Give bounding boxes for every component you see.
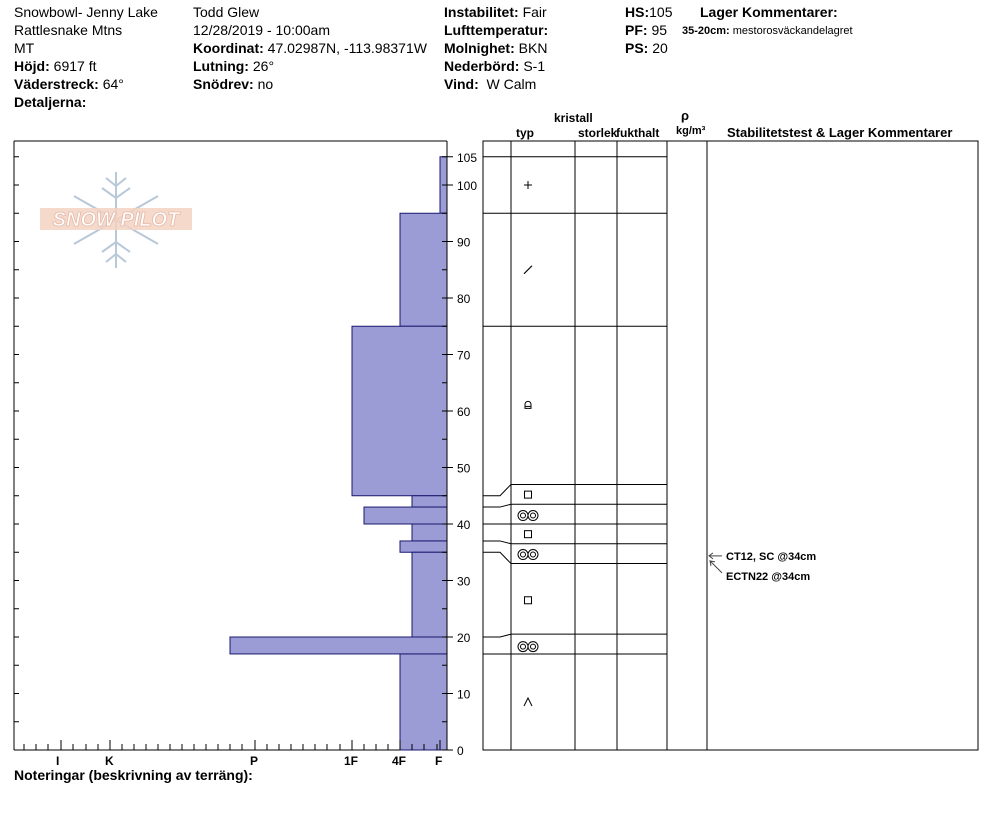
rounded-faceted-symbol: [525, 401, 531, 408]
hardness-bar-9: [400, 654, 447, 750]
melt-freeze-symbol: [528, 550, 538, 560]
hardness-bar-1: [400, 213, 447, 326]
height-tick-label: 30: [457, 574, 471, 589]
ps-value: 20: [652, 40, 668, 56]
col-rho: ρ: [681, 108, 690, 123]
height-tick-label: 0: [457, 744, 464, 758]
height-tick-label: 60: [457, 405, 471, 419]
height-tick-label: 40: [457, 518, 471, 532]
location-line1: Snowbowl- Jenny Lake: [14, 4, 158, 20]
details-label: Detaljerna:: [14, 94, 87, 110]
cloud-value: BKN: [518, 40, 548, 56]
melt-freeze-symbol: [521, 644, 526, 649]
drift-label: Snödrev:: [193, 76, 254, 92]
datetime: 12/28/2019 - 10:00am: [193, 22, 330, 38]
melt-freeze-symbol: [521, 513, 526, 518]
boundary-connector: [483, 484, 511, 495]
location-line2: Rattlesnake Mtns: [14, 22, 123, 38]
hs-label: HS:: [625, 4, 650, 20]
height-tick-label: 20: [457, 631, 471, 645]
hardness-bar-2: [352, 326, 447, 496]
col-kristall: kristall: [554, 111, 593, 125]
stability-test-label: CT12, SC @34cm: [726, 550, 817, 563]
hardness-tick-label: K: [105, 754, 114, 768]
faceted-symbol: [525, 531, 532, 538]
instability-value: Fair: [522, 4, 547, 20]
faceted-symbol: [525, 597, 532, 604]
melt-freeze-symbol: [518, 642, 528, 652]
hardness-bar-8: [230, 637, 447, 654]
melt-freeze-symbol: [518, 550, 528, 560]
height-tick-label: 90: [457, 235, 471, 250]
boundary-connector: [483, 552, 511, 563]
layer-comment-depth: 35-20cm:: [682, 25, 730, 37]
hardness-bar-3: [412, 496, 447, 507]
boundary-connector: [483, 634, 511, 637]
melt-freeze-symbol: [531, 552, 536, 557]
hs-value: 105: [649, 4, 673, 20]
col-stability: Stabilitetstest & Lager Kommentarer: [727, 125, 953, 140]
instability-label: Instabilitet:: [444, 4, 519, 20]
hardness-tick-label: 4F: [392, 754, 407, 768]
hardness-tick-label: P: [250, 754, 259, 768]
col-fukthalt: fukthalt: [616, 126, 660, 140]
layer-comment-text: mestorosväckandelagret: [732, 25, 853, 37]
col-density-unit: kg/m³: [676, 125, 706, 137]
faceted-symbol: [525, 491, 532, 498]
layer-comments-title: Lager Kommentarer:: [700, 4, 838, 20]
height-tick-label: 10: [457, 687, 471, 702]
precip-label: Nederbörd:: [444, 58, 520, 74]
snowpilot-logo-text: SNOW PILOT: [52, 209, 180, 231]
hardness-bar-6: [400, 541, 447, 552]
col-storlek: storlek: [578, 126, 618, 140]
hardness-tick-label: 1F: [344, 754, 359, 768]
ps-label: PS:: [625, 40, 649, 56]
melt-freeze-symbol: [531, 644, 536, 649]
melt-freeze-symbol: [528, 642, 538, 652]
hardness-tick-label: I: [56, 754, 60, 768]
precip-value: S-1: [523, 58, 546, 74]
wind-label: Vind:: [444, 76, 479, 92]
wind-value: W Calm: [486, 76, 537, 92]
height-tick-label: 50: [457, 461, 471, 476]
hardness-tick-label: F: [435, 754, 443, 768]
drift-value: no: [257, 76, 274, 92]
pf-value: 95: [651, 22, 668, 38]
height-tick-label: 80: [457, 292, 471, 306]
decomposing-symbol: [524, 266, 532, 274]
slope-label: Lutning:: [193, 58, 249, 74]
boundary-connector: [483, 504, 511, 507]
notes-label: Noteringar (beskrivning av terräng):: [14, 767, 253, 783]
col-typ: typ: [516, 126, 534, 140]
elevation-value: 6917 ft: [53, 58, 97, 74]
slope-value: 26°: [252, 58, 275, 74]
aspect-label: Väderstreck:: [14, 76, 99, 92]
location-line3: MT: [14, 40, 35, 56]
aspect-value: 64°: [102, 76, 124, 92]
melt-freeze-symbol: [521, 552, 526, 557]
stability-arrow: [710, 561, 722, 573]
hardness-bar-7: [412, 552, 447, 637]
melt-freeze-symbol: [518, 511, 528, 521]
melt-freeze-symbol: [528, 511, 538, 521]
stability-test-label: ECTN22 @34cm: [726, 570, 811, 583]
layer-table-frame: [483, 141, 978, 750]
hardness-bar-4: [364, 507, 447, 524]
height-tick-label: 105: [457, 150, 478, 165]
height-tick-label: 70: [457, 348, 471, 363]
height-tick-label: 100: [457, 179, 478, 193]
cloud-label: Molnighet:: [444, 40, 515, 56]
boundary-connector: [483, 541, 511, 544]
melt-freeze-symbol: [531, 513, 536, 518]
airtemp-label: Lufttemperatur:: [444, 22, 549, 38]
pf-label: PF:: [625, 22, 648, 38]
coord-value: 47.02987N, -113.98371W: [267, 40, 427, 56]
elevation-label: Höjd:: [14, 58, 50, 74]
depth-hoar-symbol: [524, 698, 532, 706]
hardness-bar-5: [412, 524, 447, 541]
coord-label: Koordinat:: [193, 40, 264, 56]
observer: Todd Glew: [193, 4, 260, 20]
